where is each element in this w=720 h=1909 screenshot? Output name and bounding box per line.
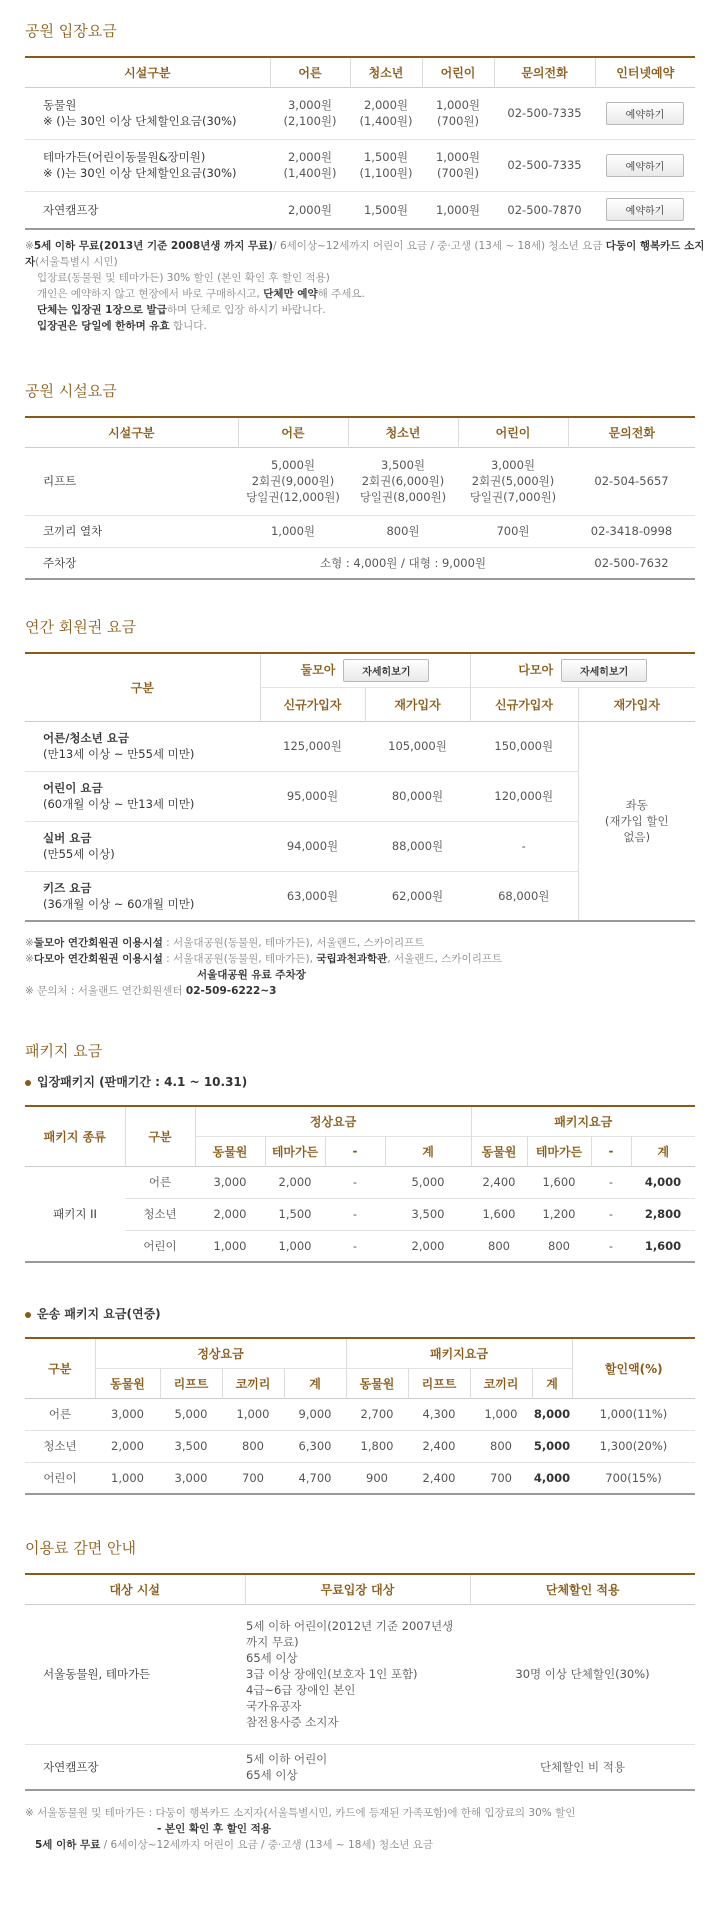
table-row bbox=[25, 447, 695, 515]
table-row bbox=[25, 1604, 695, 1744]
subtitle-text: 운송 패키지 요금(연중) bbox=[37, 1307, 161, 1321]
value: 2,000 bbox=[265, 1166, 325, 1198]
note-bold: 단체만 예약 bbox=[263, 288, 318, 300]
damoa-detail-button[interactable]: 자세히보기 bbox=[561, 659, 647, 682]
value: 2,800 bbox=[631, 1198, 695, 1230]
membership-table bbox=[25, 652, 695, 922]
note-text: 해 주세요. bbox=[317, 288, 365, 300]
note-bold: 서울대공원 유료 주차장 bbox=[197, 969, 306, 981]
price: 1,500원 bbox=[363, 202, 409, 217]
price: 당일권(8,000원) bbox=[359, 490, 447, 504]
col-new: 신규가입자 bbox=[470, 687, 578, 721]
phone: 02-500-7335 bbox=[494, 139, 595, 191]
admission-package-table bbox=[25, 1105, 695, 1263]
col-adult: 어른 bbox=[238, 417, 348, 447]
group-price: (1,400원) bbox=[359, 114, 413, 128]
col-zoo: 동물원 bbox=[346, 1368, 408, 1398]
damoa-rejoin-note: 좌동 bbox=[625, 797, 648, 812]
value: 8,000 bbox=[532, 1398, 572, 1430]
price: 당일권(7,000원) bbox=[469, 490, 557, 504]
note-card: 다둥이 행복카드 소지자 bbox=[25, 240, 705, 268]
value: 1,000 bbox=[213, 1238, 247, 1253]
reserve-button[interactable]: 예약하기 bbox=[606, 102, 684, 125]
price: 120,000원 bbox=[470, 771, 578, 821]
free-item: 5세 이하 어린이 bbox=[246, 1751, 328, 1766]
section-title-package: 패키지 요금 bbox=[25, 1042, 103, 1060]
price: 1,000원 bbox=[435, 98, 481, 112]
col-facility: 시설구분 bbox=[124, 65, 171, 80]
fee-desc: (36개월 이상 ~ 60개월 미만) bbox=[43, 896, 195, 911]
price: 2,000원 bbox=[287, 150, 333, 164]
parking-fee: 소형 : 4,000원 / 대형 : 9,000원 bbox=[319, 555, 487, 570]
fee-desc: (만13세 이상 ~ 만55세 미만) bbox=[43, 747, 195, 761]
phone: 02-3418-0998 bbox=[568, 515, 695, 547]
phone: 02-500-7335 bbox=[494, 87, 595, 139]
col-elephant: 코끼리 bbox=[222, 1368, 284, 1398]
table-row bbox=[25, 191, 695, 229]
value: 9,000 bbox=[284, 1398, 346, 1430]
price: 3,000원 bbox=[287, 98, 333, 112]
col-adult: 어른 bbox=[270, 57, 350, 87]
col-total: 계 bbox=[532, 1368, 572, 1398]
transport-package-table bbox=[25, 1337, 695, 1495]
note-text: 하며 단체로 입장 하시기 바랍니다. bbox=[166, 304, 326, 316]
price: - bbox=[470, 821, 578, 871]
col-zoo: 동물원 bbox=[195, 1136, 265, 1166]
row-label: 청소년 bbox=[125, 1198, 195, 1230]
value: 2,000 bbox=[411, 1238, 445, 1253]
facility-name: 주차장 bbox=[43, 555, 77, 570]
price: 800원 bbox=[348, 515, 458, 547]
subtitle-text: 입장패키지 (판매기간 : 4.1 ~ 10.31) bbox=[37, 1075, 248, 1089]
price: 700원 bbox=[458, 515, 568, 547]
table-row bbox=[25, 1744, 695, 1790]
value: 1,000 bbox=[222, 1398, 284, 1430]
col-teen: 청소년 bbox=[350, 57, 422, 87]
value: 800 bbox=[488, 1238, 510, 1253]
value: 700 bbox=[242, 1470, 264, 1485]
price: 2회권(6,000원) bbox=[361, 474, 445, 488]
note-text: / 6세이상~12세까지 어린이 요금 / 중·고생 (13세 ~ 18세) 청소년 요금 bbox=[273, 240, 603, 252]
reserve-button[interactable]: 예약하기 bbox=[606, 154, 684, 177]
value: 2,000 bbox=[95, 1430, 160, 1462]
section-title-facility: 공원 시설요금 bbox=[25, 382, 117, 400]
col-child: 어린이 bbox=[458, 417, 568, 447]
table-row bbox=[25, 515, 695, 547]
value: 5,000 bbox=[160, 1398, 222, 1430]
note-bold: 국립과천과학관 bbox=[316, 953, 388, 965]
col-package: 패키지요금 bbox=[346, 1338, 572, 1368]
value: 1,600 bbox=[644, 1238, 682, 1253]
note-bold: 둘모아 연간회원권 이용시설 bbox=[33, 937, 163, 949]
price: 80,000원 bbox=[365, 771, 470, 821]
facility-name: 코끼리 열차 bbox=[25, 515, 238, 547]
note-text: (서울특별시 시민) bbox=[35, 256, 118, 268]
row-label: 청소년 bbox=[25, 1430, 95, 1462]
value: 700 bbox=[490, 1470, 512, 1485]
price: 2회권(9,000원) bbox=[251, 474, 335, 488]
note-text: 개인은 예약하지 않고 현장에서 바로 구매하시고, bbox=[37, 288, 264, 300]
col-theme: 테마가든 bbox=[527, 1136, 591, 1166]
value: 900 bbox=[366, 1470, 388, 1485]
free-item: 참전용사증 소지자 bbox=[246, 1715, 339, 1729]
fee-desc: (만55세 이상) bbox=[43, 847, 115, 861]
damoa-label: 다모아 bbox=[518, 662, 554, 677]
col-elephant: 코끼리 bbox=[470, 1368, 532, 1398]
free-item: 65세 이상 bbox=[246, 1767, 298, 1782]
value: 800 bbox=[548, 1238, 570, 1253]
value: 1,600 bbox=[527, 1166, 591, 1198]
free-item: 국가유공자 bbox=[246, 1699, 302, 1713]
free-item: 5세 이하 어린이(2012년 기준 2007년생 bbox=[246, 1619, 454, 1633]
value: 4,000 bbox=[631, 1166, 695, 1198]
row-label: 어린이 bbox=[43, 1470, 77, 1485]
facility-name: 자연캠프장 bbox=[43, 202, 99, 217]
value: 3,000 bbox=[95, 1398, 160, 1430]
col-package-kind: 패키지 종류 bbox=[25, 1106, 125, 1166]
table-row bbox=[25, 547, 695, 579]
table-row bbox=[25, 1166, 695, 1198]
facility-note: ※ ()는 30인 이상 단체할인요금(30%) bbox=[43, 114, 237, 128]
price: 1,000원 bbox=[238, 515, 348, 547]
value: 2,400 bbox=[408, 1430, 470, 1462]
phone: 02-500-7632 bbox=[594, 555, 669, 570]
table-row bbox=[25, 139, 695, 191]
note-text: : 서울대공원(동물원, 테마가든), bbox=[162, 953, 317, 965]
col-teen: 청소년 bbox=[348, 417, 458, 447]
reserve-button[interactable]: 예약하기 bbox=[606, 198, 684, 221]
group-price: (1,100원) bbox=[359, 166, 413, 180]
value: - bbox=[591, 1198, 631, 1230]
price: 1,000원 bbox=[435, 202, 481, 217]
col-theme: 테마가든 bbox=[265, 1136, 325, 1166]
phone: 02-500-7870 bbox=[507, 202, 582, 217]
row-label: 어른 bbox=[125, 1166, 195, 1198]
price: 5,000원 bbox=[270, 458, 316, 472]
col-facility: 대상 시설 bbox=[109, 1582, 161, 1597]
col-gubun: 구분 bbox=[125, 1106, 195, 1166]
phone: 02-504-5657 bbox=[568, 447, 695, 515]
col-gubun: 구분 bbox=[25, 1338, 95, 1398]
table-row bbox=[25, 87, 695, 139]
note-text: 입장료(동물원 및 테마가든) 30% 할인 (본인 확인 후 할인 적용) bbox=[37, 272, 330, 284]
col-group: 단체할인 적용 bbox=[470, 1574, 695, 1604]
damoa-rejoin-note: 없음) bbox=[623, 829, 651, 844]
col-normal: 정상요금 bbox=[95, 1338, 346, 1368]
note-bold: - 본인 확인 후 할인 적용 bbox=[157, 1823, 271, 1835]
col-reserve: 인터넷예약 bbox=[595, 57, 695, 87]
table-row bbox=[25, 721, 695, 771]
col-zoo: 동물원 bbox=[471, 1136, 527, 1166]
table-row bbox=[25, 1430, 695, 1462]
fee-desc: (60개월 이상 ~ 만13세 미만) bbox=[43, 797, 195, 811]
facility-note: ※ ()는 30인 이상 단체할인요금(30%) bbox=[43, 166, 237, 180]
value: 5,000 bbox=[532, 1430, 572, 1462]
group-price: (700원) bbox=[436, 166, 480, 180]
dulmoa-detail-button[interactable]: 자세히보기 bbox=[343, 659, 429, 682]
price: 63,000원 bbox=[286, 888, 339, 903]
reduction-table bbox=[25, 1573, 695, 1791]
facility-name: 자연캠프장 bbox=[43, 1759, 99, 1774]
price: 125,000원 bbox=[260, 721, 365, 771]
value: - bbox=[591, 1166, 631, 1198]
table-row bbox=[25, 1198, 695, 1230]
value: 800 bbox=[470, 1430, 532, 1462]
table-row bbox=[25, 1230, 695, 1262]
value: 2,400 bbox=[471, 1166, 527, 1198]
section-title-reduction: 이용료 감면 안내 bbox=[25, 1539, 136, 1557]
value: 2,400 bbox=[422, 1470, 456, 1485]
bullet-icon bbox=[25, 1080, 31, 1086]
table-row bbox=[25, 1398, 695, 1430]
value: 1,800 bbox=[346, 1430, 408, 1462]
col-package: 패키지요금 bbox=[471, 1106, 695, 1136]
value: 6,300 bbox=[284, 1430, 346, 1462]
value: 4,700 bbox=[298, 1470, 332, 1485]
col-lift: 리프트 bbox=[160, 1368, 222, 1398]
damoa-rejoin-note: (재가입 할인 bbox=[604, 813, 669, 828]
group-price: (2,100원) bbox=[283, 114, 337, 128]
price: 1,000원 bbox=[435, 150, 481, 164]
price: 62,000원 bbox=[391, 888, 444, 903]
note-text: 문의처 : 서울랜드 연간회원센터 bbox=[37, 985, 186, 997]
col-child: 어린이 bbox=[422, 57, 494, 87]
col-total: 계 bbox=[284, 1368, 346, 1398]
col-rejoin: 재가입자 bbox=[578, 687, 695, 721]
value: 5,000 bbox=[385, 1166, 471, 1198]
note-phone: 02-509-6222~3 bbox=[185, 985, 277, 997]
value: 4,300 bbox=[408, 1398, 470, 1430]
col-lift: 리프트 bbox=[408, 1368, 470, 1398]
group-discount: 단체할인 비 적용 bbox=[539, 1759, 626, 1774]
admission-table bbox=[25, 56, 695, 230]
col-facility: 시설구분 bbox=[108, 425, 155, 440]
bullet-icon bbox=[25, 1312, 31, 1318]
discount: 1,300(20%) bbox=[572, 1430, 695, 1462]
price: 2,000원 bbox=[287, 202, 333, 217]
free-item: 4급~6급 장애인 본인 bbox=[246, 1683, 356, 1697]
price: 2회권(5,000원) bbox=[471, 474, 555, 488]
note-free-under5: 5세 이하 무료(2013년 기준 2008년생 까지 무료) bbox=[33, 240, 274, 252]
price: 2,000원 bbox=[363, 98, 409, 112]
fee-name: 실버 요금 bbox=[43, 831, 92, 845]
col-free: 무료입장 대상 bbox=[245, 1574, 470, 1604]
price: 150,000원 bbox=[470, 721, 578, 771]
free-item: 까지 무료) bbox=[246, 1635, 299, 1649]
value: - bbox=[325, 1198, 385, 1230]
group-price: (700원) bbox=[436, 114, 480, 128]
value: 2,700 bbox=[346, 1398, 408, 1430]
facility-name: 테마가든(어린이동물원&장미원) bbox=[43, 150, 206, 164]
col-phone: 문의전화 bbox=[568, 417, 695, 447]
col-new: 신규가입자 bbox=[260, 687, 365, 721]
facility-table bbox=[25, 416, 695, 580]
price: 105,000원 bbox=[365, 721, 470, 771]
value: 1,000 bbox=[111, 1470, 144, 1485]
fee-name: 키즈 요금 bbox=[43, 880, 92, 895]
facility-name: 동물원 bbox=[43, 98, 77, 112]
col-total: 계 bbox=[385, 1136, 471, 1166]
package-name: 패키지 II bbox=[25, 1166, 125, 1262]
note-text: , 서울랜드, 스카이리프트 bbox=[387, 953, 503, 965]
col-discount: 할인액(%) bbox=[572, 1338, 695, 1398]
value: 1,500 bbox=[265, 1198, 325, 1230]
col-zoo: 동물원 bbox=[95, 1368, 160, 1398]
dulmoa-label: 둘모아 bbox=[300, 662, 336, 677]
fee-name: 어린이 요금 bbox=[43, 781, 103, 795]
col-rejoin: 재가입자 bbox=[365, 687, 470, 721]
value: 2,000 bbox=[195, 1198, 265, 1230]
price: 95,000원 bbox=[260, 771, 365, 821]
reduction-notes bbox=[25, 1805, 705, 1853]
fee-name: 어른/청소년 요금 bbox=[43, 731, 129, 745]
col-normal: 정상요금 bbox=[195, 1106, 471, 1136]
price: 88,000원 bbox=[365, 821, 470, 871]
col-gubun: 구분 bbox=[25, 653, 260, 721]
value: 4,000 bbox=[533, 1470, 571, 1485]
group-discount: 30명 이상 단체할인(30%) bbox=[470, 1604, 695, 1744]
membership-notes: ※둘모아 연간회원권 이용시설 : 서울대공원(동물원, 테마가든), 서울랜드, 스카이리프트 ※다모아 연간회원권 이용시설 : 서울대공원(동물원, 테마가든), 국립과천과학관, 서울랜드, 스카이리프트 서울대공원 유료 주차장 ※ 문의처 : 서울랜드 연간회원센터 02-509-6222~3 bbox=[25, 937, 503, 997]
price: 94,000원 bbox=[260, 821, 365, 871]
free-item: 3급 이상 장애인(보호자 1인 포함) bbox=[246, 1667, 418, 1681]
note-text: / 6세이상~12세까지 어린이 요금 / 중·고생 (13세 ~ 18세) 청소년 요금 bbox=[100, 1839, 434, 1851]
section-title-admission: 공원 입장요금 bbox=[25, 22, 117, 40]
note-text: 합니다. bbox=[169, 320, 207, 332]
value: 3,000 bbox=[174, 1470, 208, 1485]
value: 1,600 bbox=[471, 1198, 527, 1230]
group-price: (1,400원) bbox=[283, 166, 337, 180]
value: 3,000 bbox=[195, 1166, 265, 1198]
price: 3,500원 bbox=[380, 458, 426, 472]
facility-name: 서울동물원, 테마가든 bbox=[25, 1604, 245, 1744]
section-title-membership: 연간 회원권 요금 bbox=[25, 618, 136, 636]
price: 68,000원 bbox=[498, 888, 550, 903]
value: - bbox=[608, 1238, 614, 1253]
row-label: 어른 bbox=[25, 1398, 95, 1430]
discount: 1,000(11%) bbox=[572, 1398, 695, 1430]
admission-notes: ※5세 이하 무료(2013년 기준 2008년생 까지 무료)/ 6세이상~12세까지 어린이 요금 / 중·고생 (13세 ~ 18세) 청소년 요금 다둥이 행복카드 소지자(서울특별시 시민) 입장료(동물원 및 테마가든) 30% 할인 (본인 확인 후 할인 적용) 개인은 예약하지 않고 현장에서 바로 구매하시고, 단체만 예약해 주세요. 단체는 입장권 1장으로 발급하며 단체로 입장 하시기 바랍니다. 입장권은 당일에 한하며 유효 합니다. bbox=[25, 240, 705, 332]
subtitle-transport-package bbox=[25, 1305, 161, 1322]
price: 당일권(12,000원) bbox=[246, 490, 340, 504]
col-dash: - bbox=[325, 1136, 385, 1166]
note-bold: 입장권은 당일에 한하며 유효 bbox=[37, 320, 170, 332]
value: - bbox=[325, 1166, 385, 1198]
subtitle-admission-package bbox=[25, 1073, 247, 1090]
value: 3,500 bbox=[160, 1430, 222, 1462]
note-text: : 서울대공원(동물원, 테마가든), 서울랜드, 스카이리프트 bbox=[162, 937, 425, 949]
price: 3,000원 bbox=[490, 458, 536, 472]
note-bold: 다모아 연간회원권 이용시설 bbox=[33, 953, 163, 965]
free-item: 65세 이상 bbox=[246, 1651, 298, 1665]
value: 1,200 bbox=[527, 1198, 591, 1230]
table-row bbox=[25, 1462, 695, 1494]
value: 1,000 bbox=[278, 1238, 312, 1253]
facility-name: 리프트 bbox=[25, 447, 238, 515]
price: 1,500원 bbox=[363, 150, 409, 164]
value: - bbox=[352, 1238, 358, 1253]
value: 3,500 bbox=[385, 1198, 471, 1230]
value: 1,000 bbox=[470, 1398, 532, 1430]
note-bold: 5세 이하 무료 bbox=[35, 1839, 101, 1851]
col-phone: 문의전화 bbox=[494, 57, 595, 87]
col-total: 계 bbox=[631, 1136, 695, 1166]
col-dash: - bbox=[591, 1136, 631, 1166]
discount: 700(15%) bbox=[605, 1470, 662, 1485]
note-text: ※ 서울동물원 및 테마가든 : 다둥이 행복카드 소지자(서울특별시민, 카드에 등재된 가족포함)에 한해 입장료의 30% 할인 bbox=[25, 1807, 576, 1819]
value: 800 bbox=[222, 1430, 284, 1462]
note-bold: 단체는 입장권 1장으로 발급 bbox=[37, 304, 167, 316]
row-label: 어린이 bbox=[143, 1238, 177, 1253]
